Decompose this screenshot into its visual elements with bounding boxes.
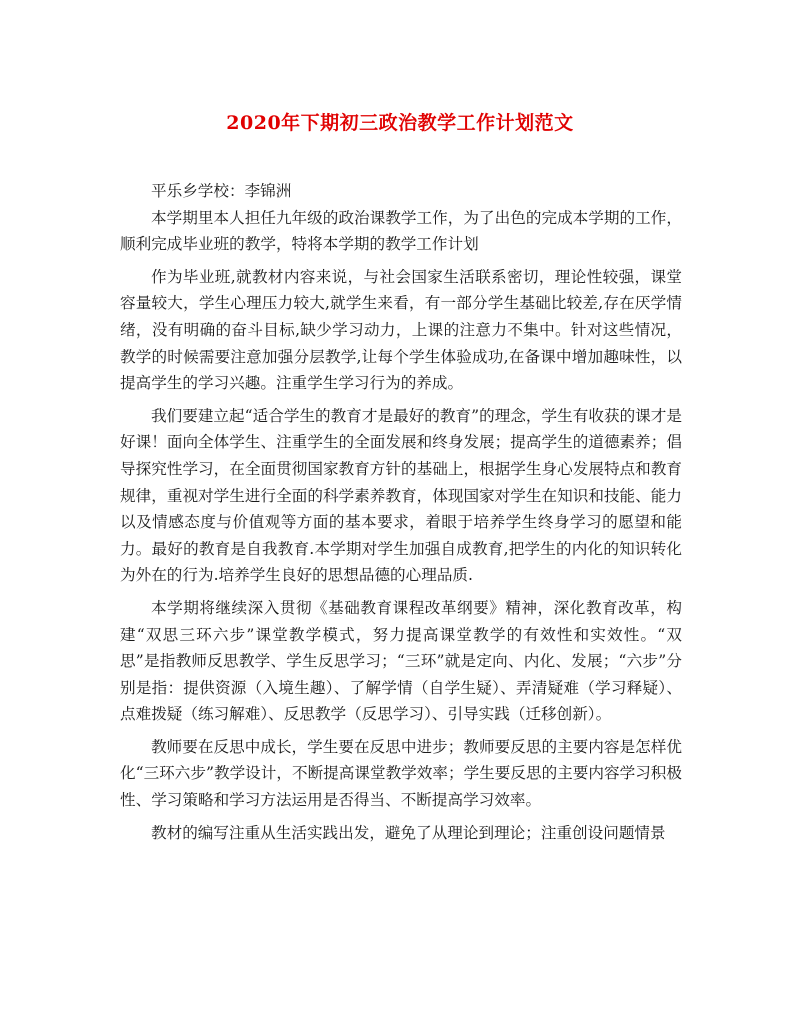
document-title: 2020年下期初三政治教学工作计划范文 — [226, 112, 574, 134]
paragraph: 我们要建立起“适合学生的教育才是最好的教育”的理念，学生有收获的课才是好课！面向全体学生、注重学生的全面发展和终身发展；提高学生的道德素养；倡导探究性学习，在全面贯彻国家教育方针的基础上，根据学生身心发展特点和教育规律，重视对学生进行全面的科学素养教育，体现国家对学生在知识和技能、能力以及情感态度与价值观等方面的基本要求，着眼于培养学生终身学习的愿望和能力。最好的教育是自我教育.本学期对学生加强自成教育,把学生的内化的知识转化为外在的行为.培养学生良好的思想品德的心理品质. — [120, 406, 682, 585]
author-line: 平乐乡学校：李锦洲 — [151, 182, 292, 200]
paragraph: 教材的编写注重从生活实践出发，避免了从理论到理论；注重创设问题情景 — [151, 823, 666, 842]
paragraph: 本学期里本人担任九年级的政治课教学工作，为了出色的完成本学期的工作，顺利完成毕业班的教学，特将本学期的教学工作计划 — [120, 208, 682, 254]
paragraph: 教师要在反思中成长，学生要在反思中进步；教师要反思的主要内容是怎样优化“三环六步”教学设计，不断提高课堂教学效率；学生要反思的主要内容学习积极性、学习策略和学习方法运用是否得当、不断提高学习效率。 — [120, 737, 682, 810]
paragraph: 本学期将继续深入贯彻《基础教育课程改革纲要》精神，深化教育改革，构建“双思三环六步”课堂教学模式，努力提高课堂教学的有效性和实效性。“双思”是指教师反思教学、学生反思学习；“三环”就是定向、内化、发展；“六步”分别是指：提供资源（入境生趣）、了解学情（自学生疑）、弄清疑难（学习释疑）、点难拨疑（练习解难）、反思教学（反思学习）、引导实践（迁移创新）。 — [120, 598, 682, 724]
paragraph: 作为毕业班,就教材内容来说，与社会国家生活联系密切，理论性较强，课堂容量较大，学生心理压力较大,就学生来看，有一部分学生基础比较差,存在厌学情绪，没有明确的奋斗目标,缺少学习动力，上课的注意力不集中。针对这些情况，教学的时候需要注意加强分层教学,让每个学生体验成功,在备课中增加趣味性，以提高学生的学习兴趣。注重学生学习行为的养成。 — [120, 267, 682, 393]
document-body — [120, 178, 682, 852]
